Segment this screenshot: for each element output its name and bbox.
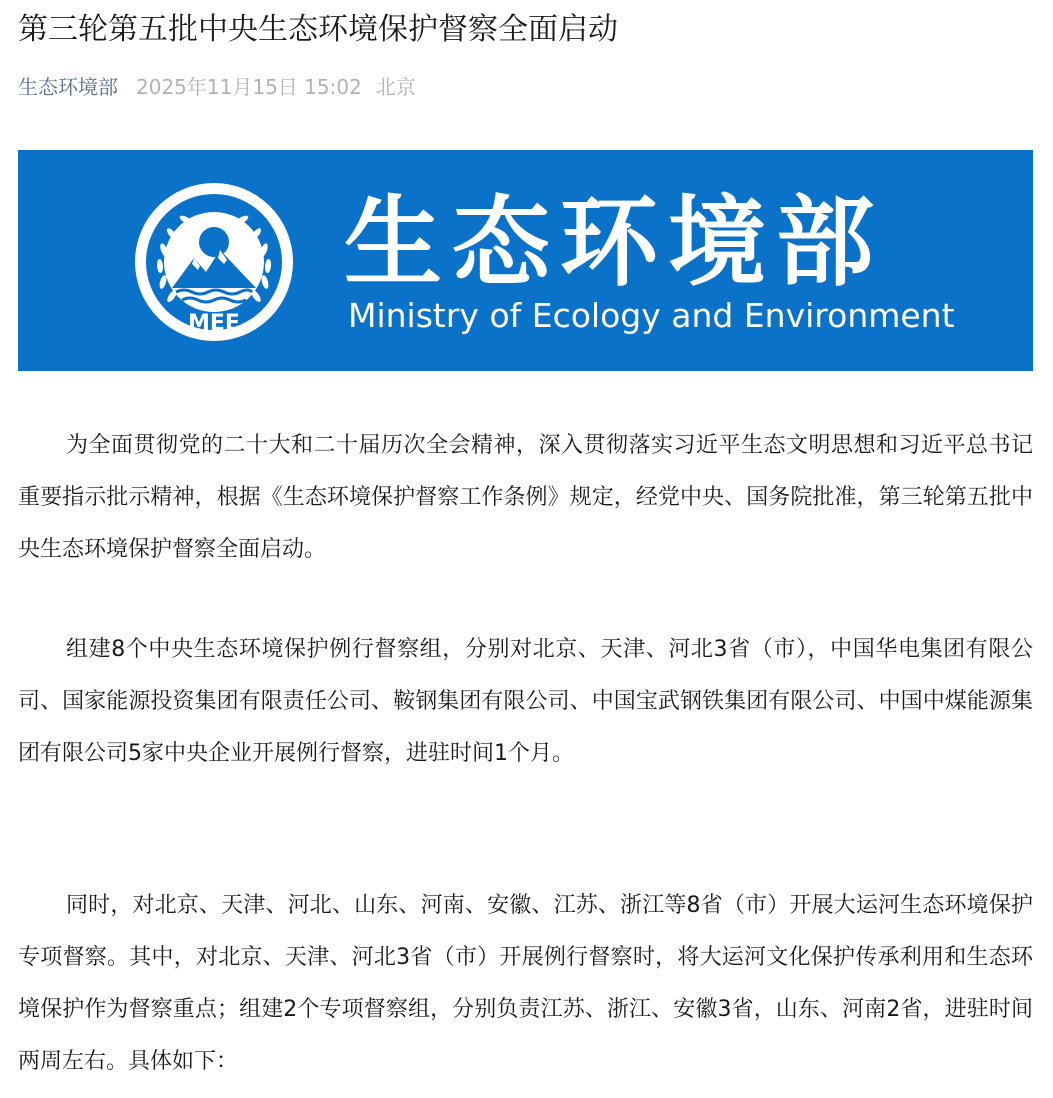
- article-meta: [18, 72, 416, 102]
- mee-lettering: [188, 311, 240, 336]
- banner-title-cn: 生态环境部: [344, 186, 885, 300]
- paragraph-1: 为全面贯彻党的二十大和二十届历次全会精神，深入贯彻落实习近平生态文明思想和习近平总书记重要指示批示精神，根据《生态环境保护督察工作条例》规定，经党中央、国务院批准，第三轮第五批中央生态环境保护督察全面启动。: [18, 433, 1033, 562]
- paragraph-2: 组建8个中央生态环境保护例行督察组，分别对北京、天津、河北3省（市），中国华电集团有限公司、国家能源投资集团有限责任公司、鞍钢集团有限公司、中国宝武钢铁集团有限公司、中国中煤能源集团有限公司5家中央企业开展例行督察，进驻时间1个月。: [18, 637, 1033, 766]
- mee-emblem-icon: [132, 180, 296, 344]
- svg-text:MEE: MEE: [188, 311, 240, 336]
- banner-image: [18, 150, 1033, 371]
- banner-title-en: Ministry of Ecology and Environment: [348, 296, 955, 335]
- paragraph-3: 同时，对北京、天津、河北、山东、河南、安徽、江苏、浙江等8省（市）开展大运河生态环境保护专项督察。其中，对北京、天津、河北3省（市）开展例行督察时，将大运河文化保护传承利用和生态环境保护作为督察重点；组建2个专项督察组，分别负责江苏、浙江、安徽3省，山东、河南2省，进驻时间两周左右。具体如下：: [18, 893, 1033, 1074]
- article-title: 第三轮第五批中央生态环境保护督察全面启动: [18, 12, 618, 47]
- source-link[interactable]: 生态环境部: [18, 75, 118, 99]
- publish-location: 北京: [375, 75, 416, 99]
- publish-date: 2025年11月15日 15:02: [136, 75, 362, 99]
